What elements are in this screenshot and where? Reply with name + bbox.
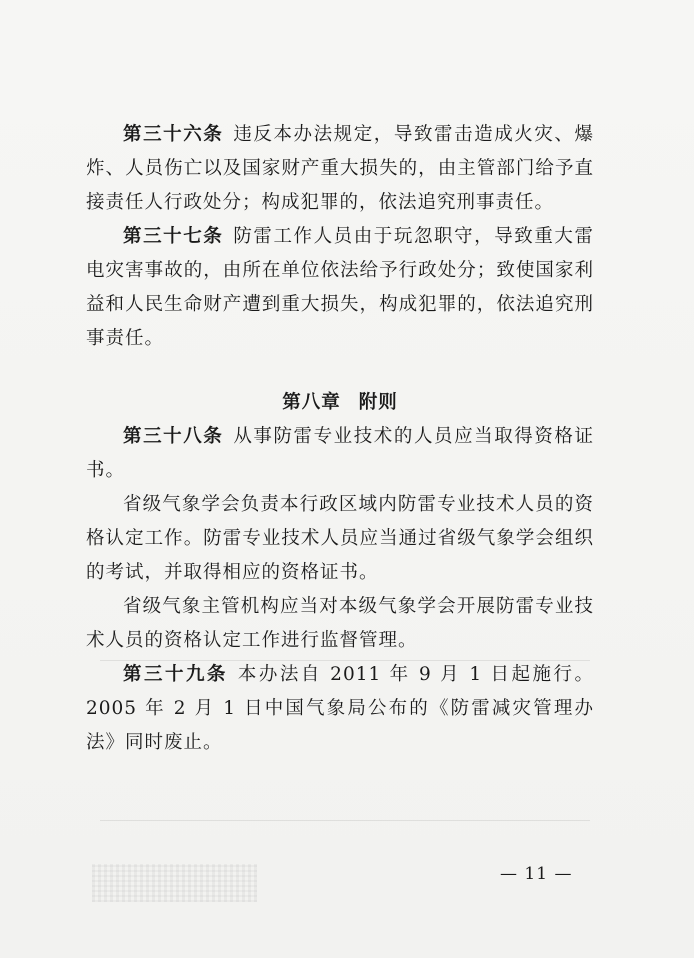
article-38-paragraph-2: 省级气象学会负责本行政区域内防雷专业技术人员的资格认定工作。防雷专业技术人员应当通过省级气象学会组织的考试，并取得相应的资格证书。 bbox=[86, 494, 594, 583]
scan-barcode-mark bbox=[92, 864, 257, 902]
article-39-title: 第三十九条 bbox=[123, 664, 228, 685]
article-37-text: 防雷工作人员由于玩忽职守，导致重大雷电灾害事故的，由所在单位依法给予行政处分；致使国家利益和人民生命财产遭到重大损失，构成犯罪的，依法追究刑事责任。 bbox=[86, 226, 594, 349]
bleed-through-line-bottom bbox=[100, 820, 590, 821]
article-37-title: 第三十七条 bbox=[123, 226, 224, 247]
page-number: — 11 — bbox=[500, 864, 573, 884]
chapter-number: 第八章 bbox=[282, 392, 341, 413]
article-36-title: 第三十六条 bbox=[123, 124, 224, 145]
article-38-text: 从事防雷专业技术的人员应当取得资格证书。 bbox=[86, 426, 594, 481]
article-36-text: 违反本办法规定，导致雷击造成火灾、爆炸、人员伤亡以及国家财产重大损失的，由主管部门给予直接责任人行政处分；构成犯罪的，依法追究刑事责任。 bbox=[86, 124, 594, 213]
document-body bbox=[86, 118, 594, 760]
bleed-through-line-top bbox=[100, 660, 590, 661]
article-38-paragraph-3: 省级气象主管机构应当对本级气象学会开展防雷专业技术人员的资格认定工作进行监督管理。 bbox=[86, 596, 594, 651]
article-37 bbox=[86, 220, 594, 356]
article-38 bbox=[86, 420, 594, 488]
article-39 bbox=[86, 658, 594, 760]
article-36 bbox=[86, 118, 594, 220]
chapter-name: 附则 bbox=[358, 392, 398, 413]
article-39-text: 本办法自 2011 年 9 月 1 日起施行。2005 年 2 月 1 日中国气象局公布的《防雷减灾管理办法》同时废止。 bbox=[86, 664, 594, 753]
chapter-heading bbox=[86, 386, 594, 420]
article-38-title: 第三十八条 bbox=[123, 426, 224, 447]
